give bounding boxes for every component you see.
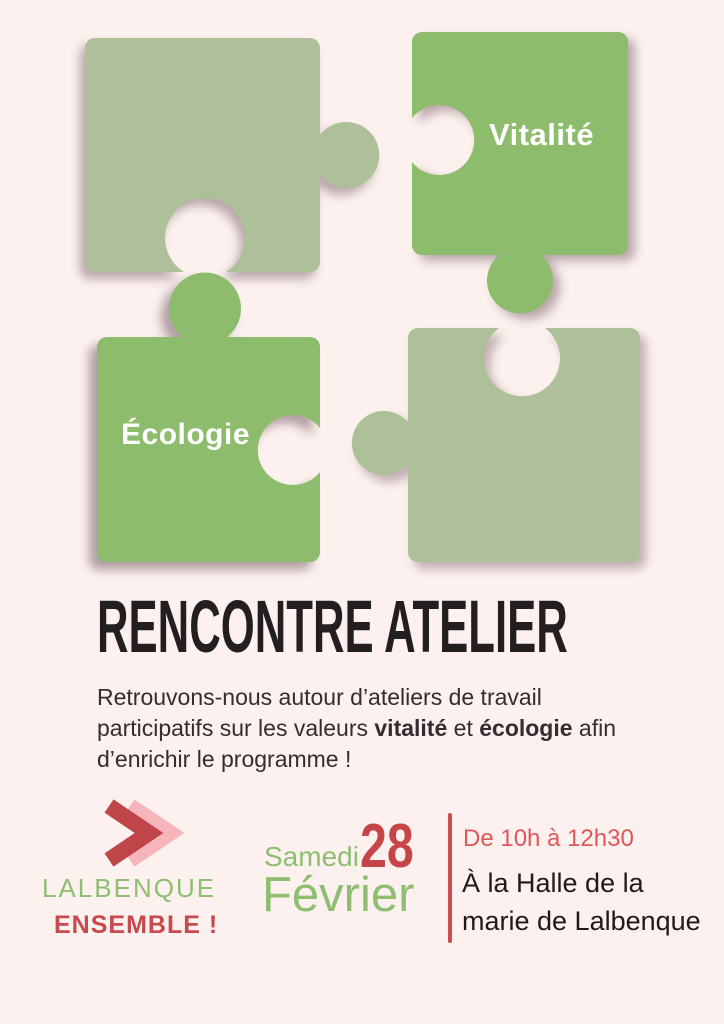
intro-keyword-vitalite: vitalité [374, 715, 448, 741]
intro-paragraph [97, 682, 616, 775]
event-time: De 10h à 12h30 [463, 825, 634, 852]
puzzle-label-vitalite: Vitalité [489, 117, 595, 152]
puzzle-piece-vitalite [412, 32, 628, 313]
event-day-number: 28 [360, 812, 414, 881]
puzzle-piece-top-left [85, 38, 379, 272]
intro-line2-part1: participatifs sur les valeurs [97, 715, 375, 741]
puzzle-label-ecologie: Écologie [121, 418, 251, 451]
intro-line1: Retrouvons-nous autour d’ateliers de travail [97, 684, 542, 710]
logo-tagline: ENSEMBLE ! [54, 911, 219, 939]
intro-line2-part2: et [447, 715, 480, 741]
intro-line3: d’enrichir le programme ! [97, 746, 352, 772]
intro-line2-part3: afin [572, 715, 617, 741]
logo-name: LALBENQUE [42, 873, 217, 903]
event-month: Février [262, 868, 415, 922]
double-chevron-icon [100, 799, 190, 867]
event-day: Samedi [264, 841, 359, 872]
poster-title: RENCONTRE ATELIER [97, 586, 568, 670]
event-place-line1: À la Halle de la [462, 868, 644, 898]
intro-keyword-ecologie: écologie [479, 715, 573, 741]
puzzle-piece-bottom-right [352, 328, 640, 562]
event-place-line2: marie de Lalbenque [462, 906, 701, 936]
vertical-divider [448, 813, 452, 943]
